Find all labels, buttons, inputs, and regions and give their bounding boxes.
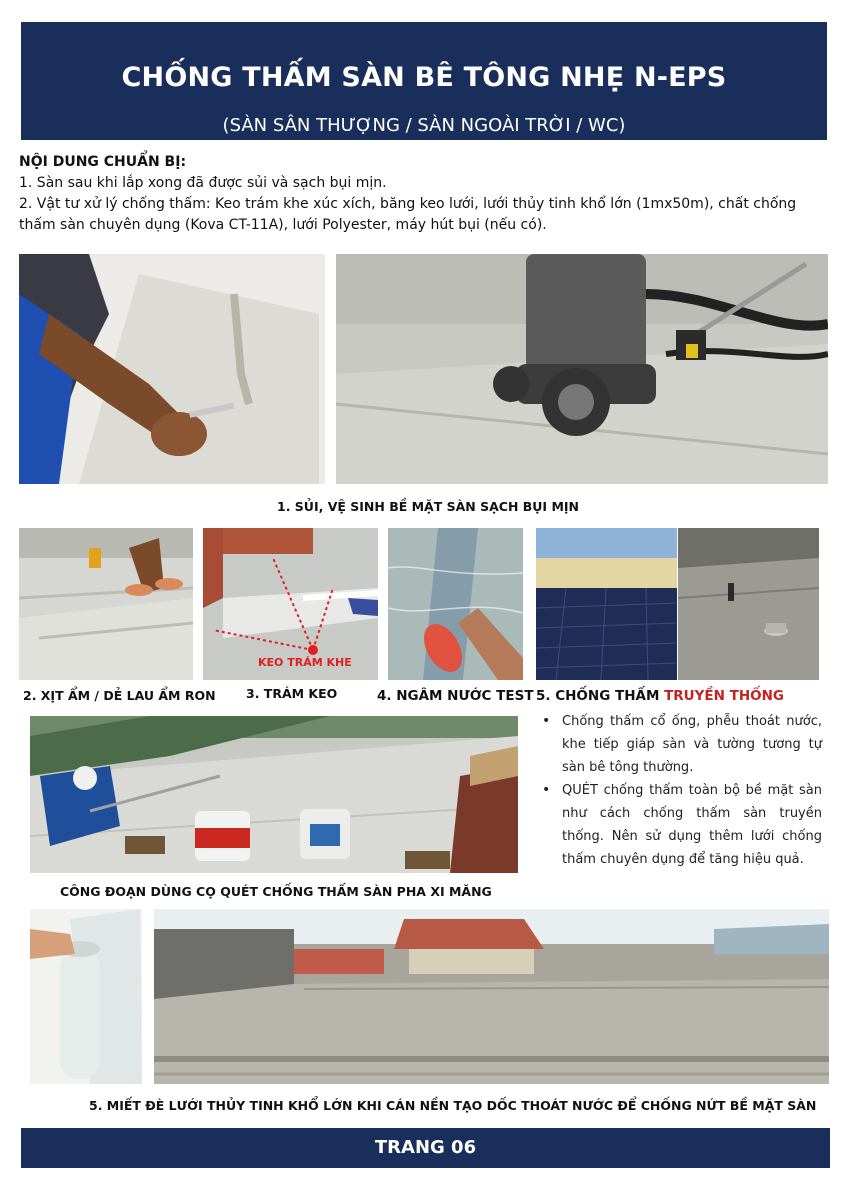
- photo-spray-damp: [19, 528, 193, 680]
- note-item: • QUÉT chống thấm toàn bộ bề mặt sàn như cách chống thấm sàn truyền thống. Nên sử dụng thêm lưới chống thấm chuyên dụng để tăng hiệu quả.: [540, 779, 822, 871]
- preparation-heading: NỘI DUNG CHUẨN BỊ:: [19, 154, 187, 170]
- photo-fiberglass-mesh-roll: [30, 909, 142, 1084]
- sealant-label: KEO TRÁM KHE: [258, 656, 352, 669]
- preparation-line-2: 2. Vật tư xử lý chống thấm: Keo trám khe xúc xích, băng keo lưới, lưới thủy tinh khổ lớn (1mx50m), chất chống thấm sàn chuyên dụng (Kova CT-11A), lưới Polyester, máy hút bụi (nếu có).: [19, 196, 797, 233]
- photo-vacuum-cleaner: [336, 254, 828, 484]
- bullet-dot-icon: •: [542, 713, 551, 729]
- caption-step-5-prefix: 5. CHỐNG THẤM: [536, 688, 665, 704]
- page-number: TRANG 06: [374, 1137, 477, 1158]
- note-item: • Chống thấm cổ ống, phễu thoát nước, khe tiếp giáp sàn và tường tương tự sàn bê tông thường.: [540, 710, 822, 779]
- caption-step-3: 3. TRÁM KEO: [246, 686, 338, 701]
- caption-step-1: 1. SỦI, VỆ SINH BỀ MẶT SÀN SẠCH BỤI MỊN: [277, 499, 579, 514]
- photo-brush-waterproofing: [30, 716, 518, 873]
- preparation-section: [19, 152, 831, 236]
- caption-step-4: 4. NGÂM NƯỚC TEST: [377, 688, 534, 704]
- caption-step-5-traditional: [536, 688, 784, 704]
- photo-screed-with-mesh: [154, 909, 829, 1084]
- photo-scraping-floor: [19, 254, 325, 484]
- title-banner: [21, 22, 827, 140]
- photo-traditional-waterproofing-2: [678, 528, 819, 680]
- photo-water-test: [388, 528, 523, 680]
- page-title: CHỐNG THẤM SÀN BÊ TÔNG NHẸ N-EPS: [121, 62, 727, 93]
- bullet-dot-icon: •: [542, 782, 551, 798]
- page-subtitle: (SÀN SÂN THƯỢNG / SÀN NGOÀI TRỜI / WC): [222, 115, 626, 136]
- traditional-waterproofing-notes: [540, 710, 822, 871]
- preparation-line-1: 1. Sàn sau khi lắp xong đã được sủi và sạch bụi mịn.: [19, 175, 387, 191]
- caption-step-5-highlight: TRUYỀN THỐNG: [664, 688, 785, 704]
- caption-mesh-step: 5. MIẾT ĐÈ LƯỚI THỦY TINH KHỔ LỚN KHI CÁN NỀN TẠO DỐC THOÁT NƯỚC ĐỂ CHỐNG NỨT BỀ MẶT SÀN: [89, 1098, 817, 1113]
- photo-traditional-waterproofing-1: [536, 528, 677, 680]
- page-footer: [21, 1128, 830, 1168]
- caption-brush-step: CÔNG ĐOẠN DÙNG CỌ QUÉT CHỐNG THẤM SÀN PHA XI MĂNG: [60, 884, 492, 899]
- caption-step-2: 2. XỊT ẨM / DẺ LAU ẨM RON: [23, 688, 216, 703]
